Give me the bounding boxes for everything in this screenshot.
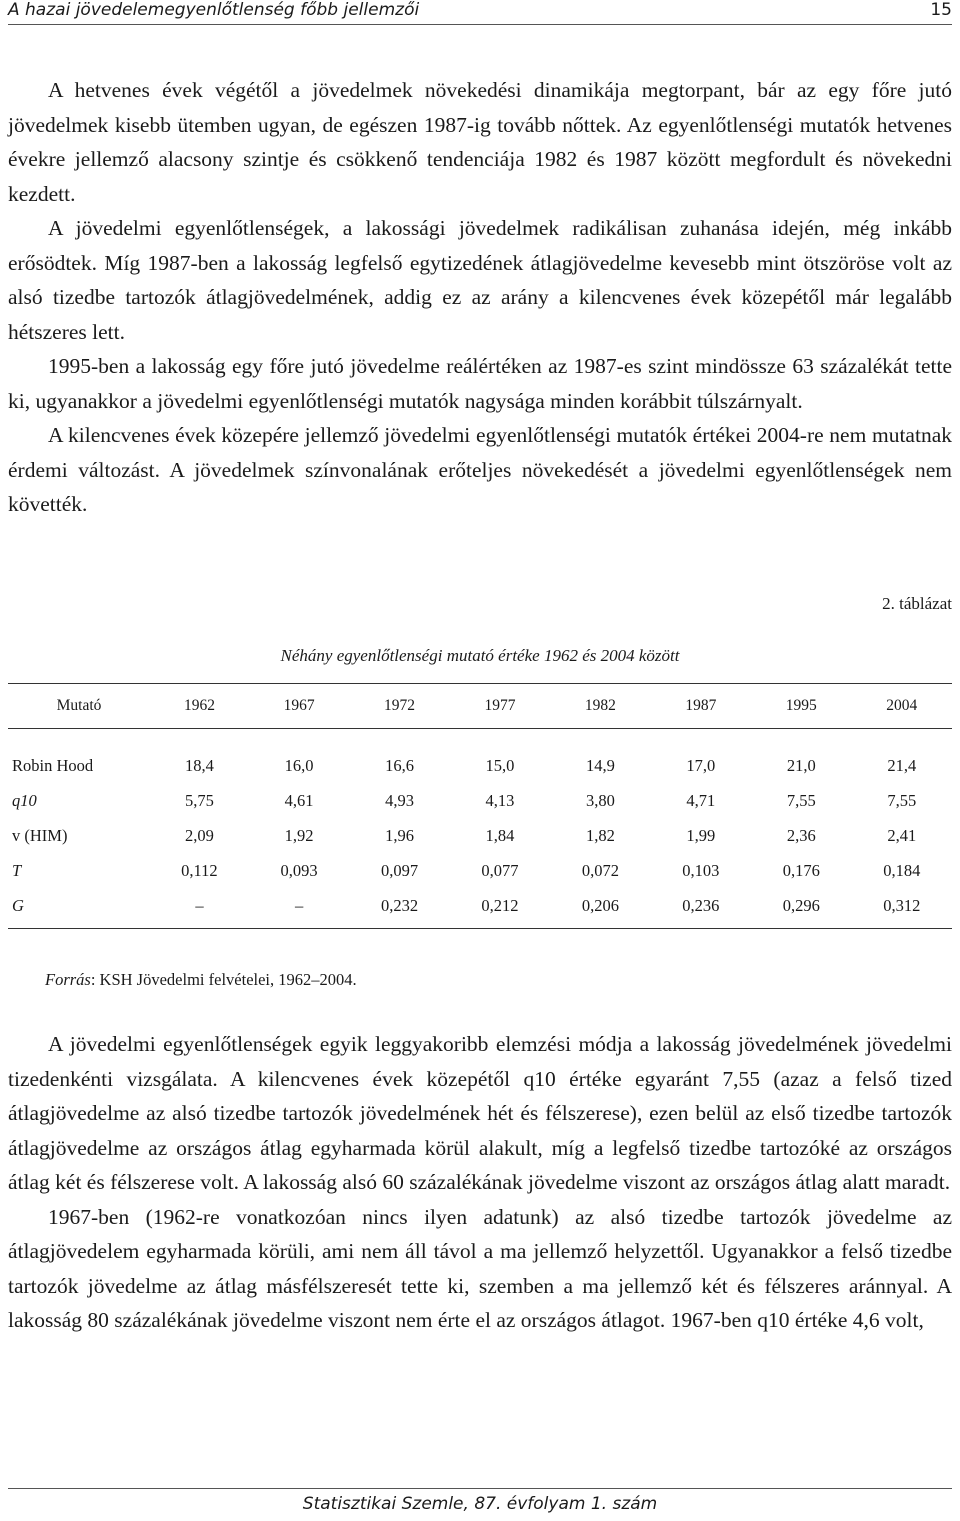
paragraph: A jövedelmi egyenlőtlenségek egyik leggyakoribb elemzési módja a lakosság jövedelmének jövedelmi tizedenkénti vizsgálata. A kilencvenes évek közepétől q10 értéke egyaránt 7,55 (azaz a felső tized átlagjövedelme az alsó tizedbe tartozók jövedelmének hét és félszerese), ezen belül az első tizedbe tartozók átlagjövedelme az országos átlag egyharmada körül alakult, míg a legfelső tizedbe tartozóké az országos átlag két és félszerese volt. A lakosság alsó 60 százalékának jövedelme viszont az országos átlag alatt maradt.: [8, 1032, 952, 1194]
table-cell: 0,072: [581, 860, 619, 880]
table-header-row: [8, 684, 952, 729]
table-cell: 0,232: [380, 895, 419, 915]
row-label: q10: [12, 790, 37, 810]
table-cell: 0,103: [682, 860, 720, 880]
table-cell: 1,92: [284, 825, 314, 845]
table-cell: 0,097: [380, 860, 419, 880]
table-cell: –: [294, 895, 304, 915]
table-cell: 4,61: [284, 790, 314, 810]
table-source: [45, 970, 357, 990]
table-cell: 16,0: [284, 755, 314, 775]
table-cell: 2,09: [185, 825, 214, 845]
table-cell: 0,176: [782, 860, 820, 880]
row-label: G: [12, 895, 24, 915]
running-header: [8, 0, 952, 22]
table-cell: 4,71: [686, 790, 716, 810]
body-text-bottom: [8, 1027, 952, 1338]
row-label: T: [12, 860, 22, 880]
column-header: 1987: [685, 697, 717, 714]
table-cell: 4,93: [385, 790, 414, 810]
page-number: 15: [930, 0, 952, 20]
table-cell: 7,55: [887, 790, 917, 810]
source-label: Forrás: [45, 970, 91, 989]
table-cell: 1,82: [585, 825, 615, 845]
column-header: 1982: [584, 697, 616, 714]
body-text-top: [8, 73, 952, 522]
table-cell: 21,4: [887, 755, 917, 775]
table-cell: 2,36: [786, 825, 816, 845]
table-cell: 2,41: [887, 825, 917, 845]
column-header: 1962: [183, 697, 215, 714]
table-title: Néhány egyenlőtlenségi mutató értéke 1962 és 2004 között: [280, 646, 680, 665]
table-cell: 0,093: [280, 860, 318, 880]
source-text: : KSH Jövedelmi felvételei, 1962–2004.: [90, 970, 357, 989]
table-cell: 18,4: [185, 755, 214, 775]
table-cell: –: [195, 895, 204, 915]
column-header: 2004: [886, 697, 918, 714]
paragraph: A hetvenes évek végétől a jövedelmek növekedési dinamikája megtorpant, bár az egy főre jutó jövedelmek kisebb ütemben ugyan, de egészen 1987-ig tovább nőttek. Az egyenlőtlenségi mutatók hetvenes évekre jellemző alacsony szintje és csökkenő tendenciája 1982 és 1987 között megfordult és növekedni kezdett.: [8, 78, 952, 206]
table-cell: 14,9: [585, 755, 615, 775]
table-cell: 4,13: [485, 790, 515, 810]
table-cell: 1,99: [686, 825, 716, 845]
column-header: 1967: [283, 697, 315, 714]
table-cell: 0,206: [581, 895, 619, 915]
paragraph: A kilencvenes évek közepére jellemző jövedelmi egyenlőtlenségi mutatók értékei 2004-re nem mutatnak érdemi változást. A jövedelmek színvonalának erőteljes növekedését a jövedelmi egyenlőtlenségek nem követték.: [8, 423, 952, 516]
header-rule: [8, 24, 952, 25]
footer-rule: [8, 1488, 952, 1489]
table-cell: 5,75: [185, 790, 214, 810]
table-cell: 3,80: [585, 790, 615, 810]
table-cell: 1,84: [485, 825, 515, 845]
table-cell: 0,212: [481, 895, 519, 915]
table-row: [8, 853, 952, 888]
table-cell: 0,112: [181, 860, 218, 880]
column-header: 1972: [384, 697, 416, 714]
table-cell: 16,6: [385, 755, 414, 775]
table-cell: 17,0: [686, 755, 716, 775]
table-row: [8, 818, 952, 853]
table-cell: 0,312: [883, 895, 921, 915]
paragraph: 1967-ben (1962-re vonatkozóan nincs ilyen adatunk) az alsó tizedbe tartozók jövedelme az átlagjövedelem egyharmada körüli, ami nem áll távol a ma jellemző helyzettől. Ugyanakkor a felső tizedbe tartozók jövedelme az átlag másfélszeresét tette ki, szemben a ma jellemző két és félszeres aránnyal. A lakosság 80 százalékának jövedelme viszont nem érte el az országos átlagot. 1967-ben q10 értéke 4,6 volt,: [8, 1204, 952, 1332]
table-number: 2. táblázat: [882, 594, 952, 613]
running-header-title: A hazai jövedelemegyenlőtlenség főbb jellemzői: [8, 0, 420, 20]
table-cell: 0,077: [481, 860, 519, 880]
table-row: [8, 729, 952, 784]
row-label: Robin Hood: [12, 755, 94, 775]
table-row: [8, 888, 952, 929]
table-cell: 0,296: [782, 895, 820, 915]
table-cell: 1,96: [385, 825, 414, 845]
column-header: 1977: [484, 697, 516, 714]
column-header: Mutató: [56, 697, 102, 714]
table-cell: 15,0: [485, 755, 515, 775]
table-cell: 21,0: [786, 755, 816, 775]
row-label: v (HIM): [12, 825, 68, 845]
table-cell: 0,184: [883, 860, 921, 880]
paragraph: 1995-ben a lakosság egy főre jutó jövedelme reálértéken az 1987-es szint mindössze 63 százalékát tette ki, ugyanakkor a jövedelmi egyenlőtlenségi mutatók nagysága minden korábbit túlszárnyalt.: [8, 354, 952, 413]
table-cell: 0,236: [682, 895, 720, 915]
column-header: 1995: [785, 697, 817, 714]
inequality-table: [8, 683, 952, 929]
running-footer: Statisztikai Szemle, 87. évfolyam 1. szám: [302, 1494, 658, 1514]
paragraph: A jövedelmi egyenlőtlenségek, a lakossági jövedelmek radikálisan zuhanása idején, még inkább erősödtek. Míg 1987-ben a lakosság legfelső egytizedének átlagjövedelme kevesebb mint ötszöröse volt az alsó tizedbe tartozók átlagjövedelmének, addig ez az arány a kilencvenes évek közepétől már legalább hétszeres lett.: [8, 216, 952, 344]
table-cell: 7,55: [786, 790, 816, 810]
table-row: [8, 783, 952, 818]
